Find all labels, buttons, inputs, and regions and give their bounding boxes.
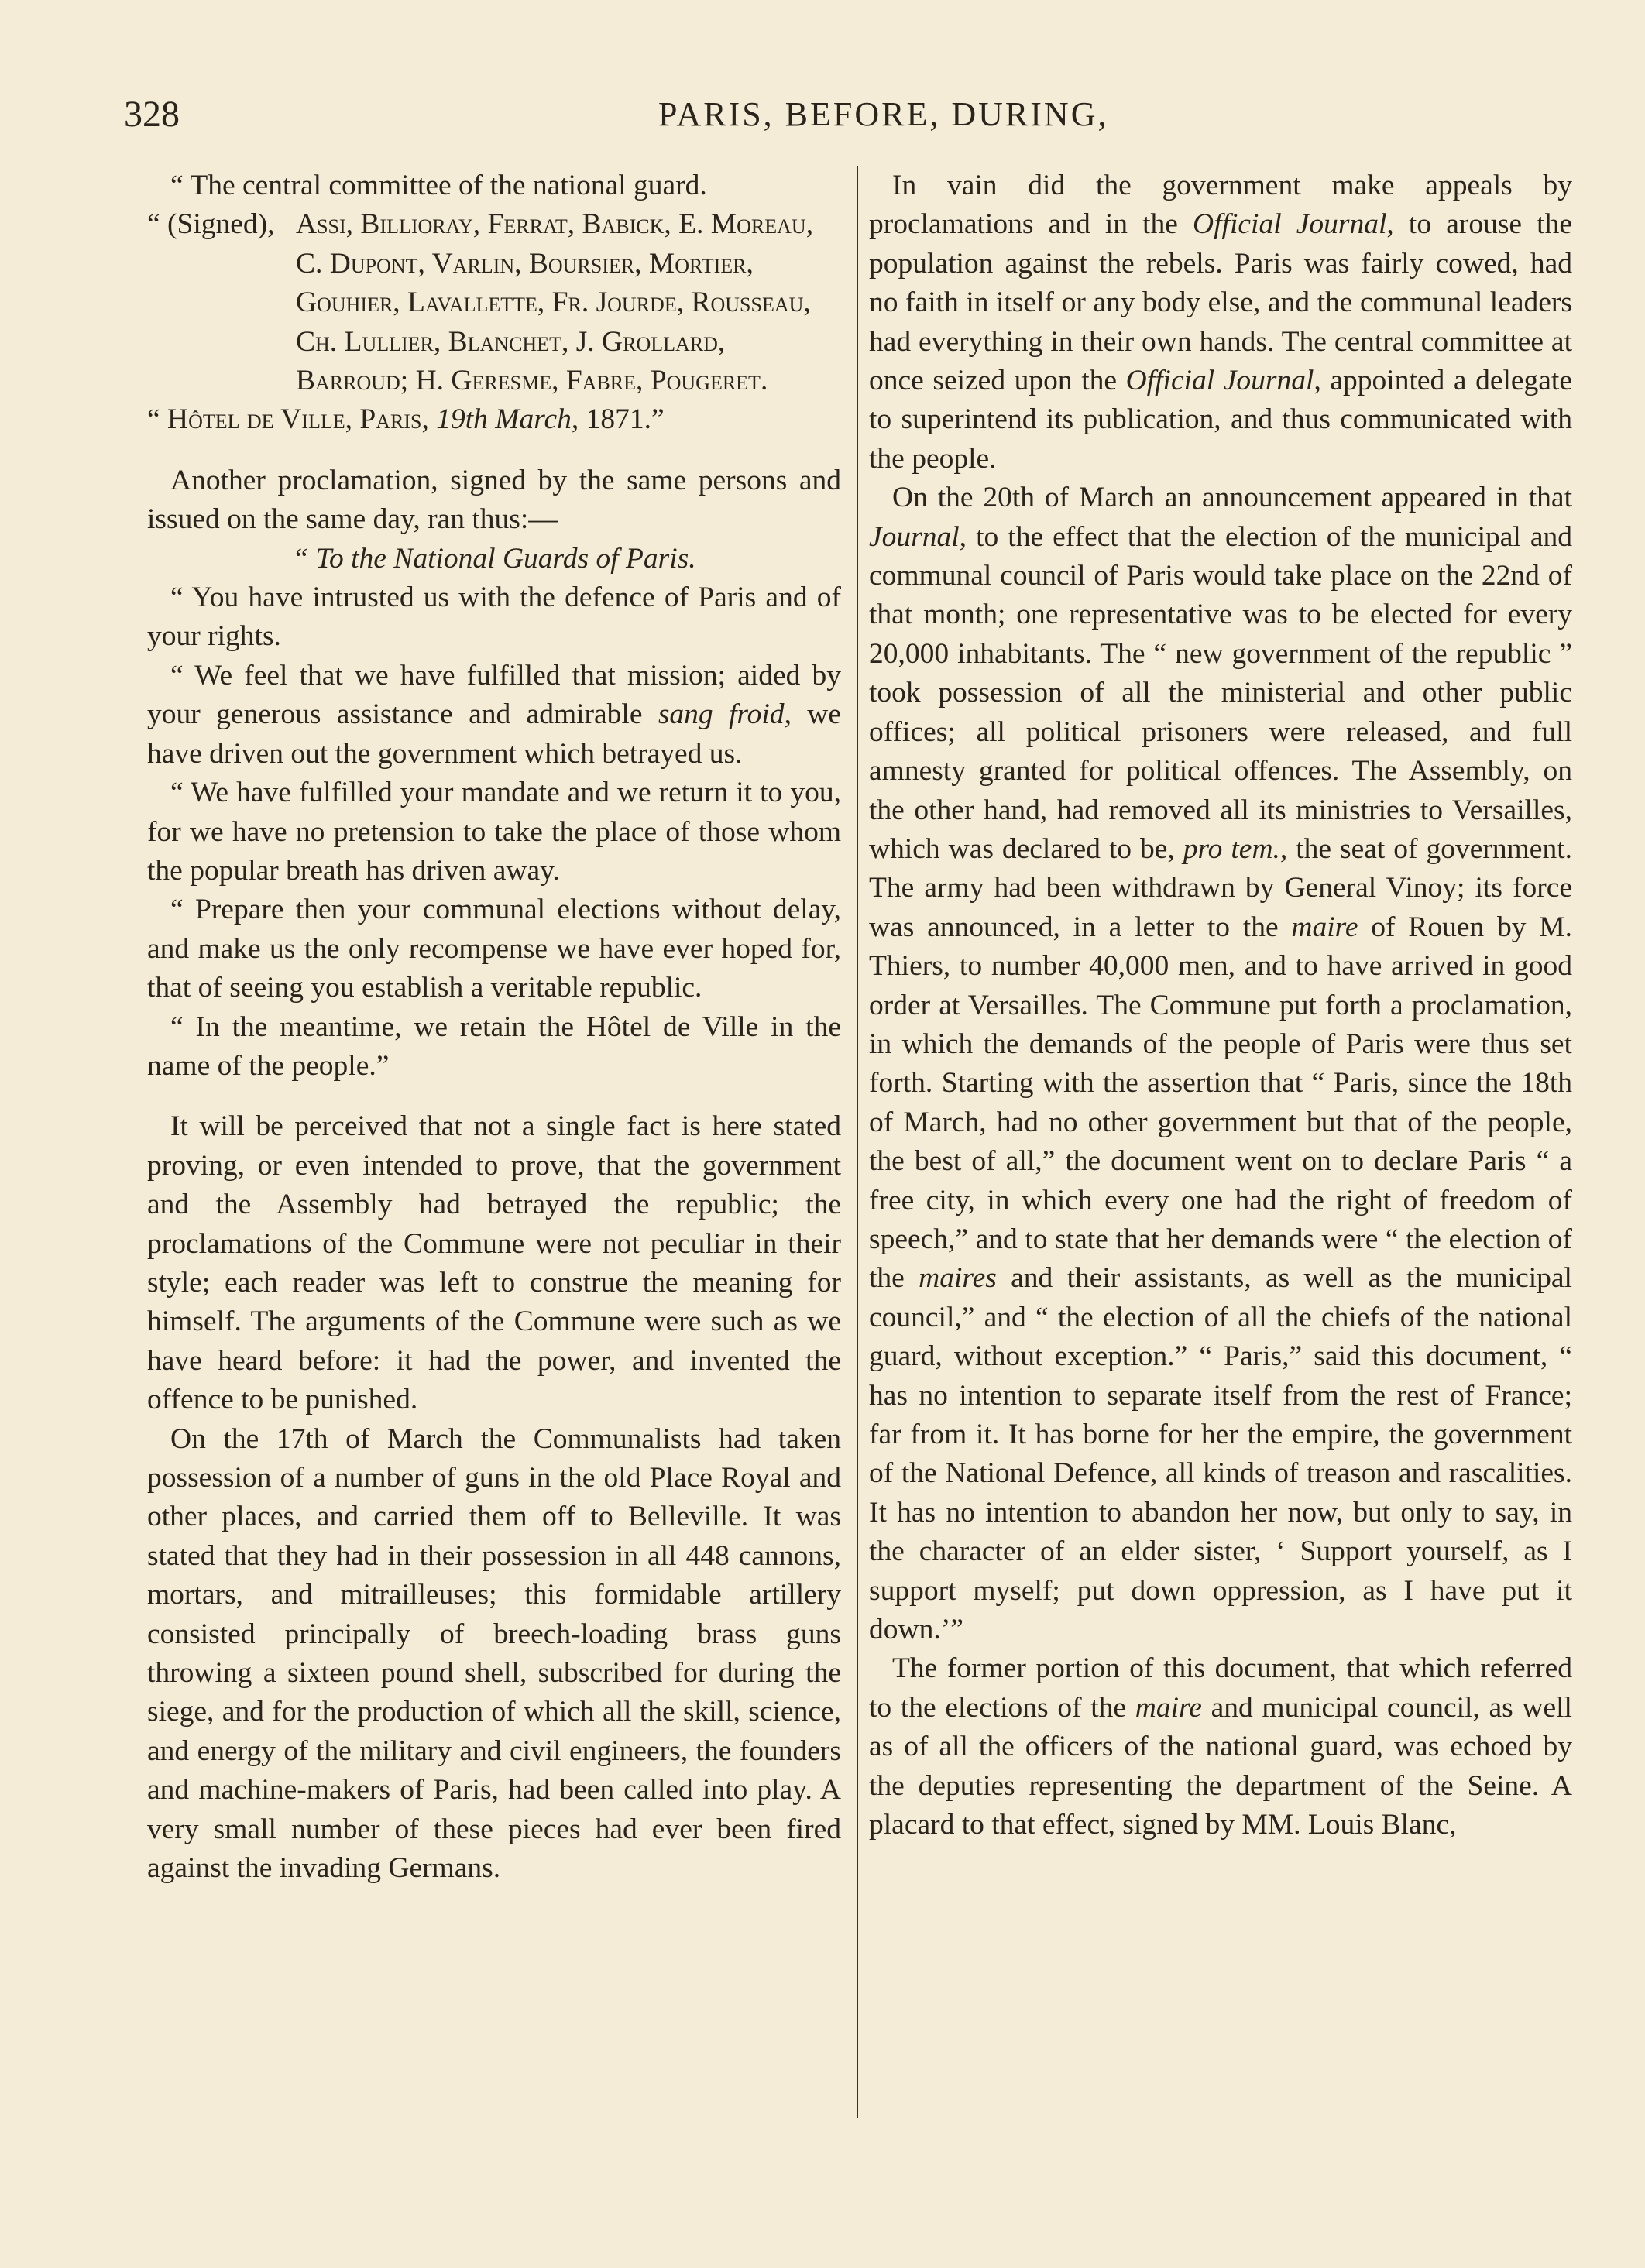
signed-label: “ (Signed),	[147, 208, 275, 241]
text-run: , appointed a delegate to superintend its publication, and thus communicated with the people.	[869, 365, 1572, 475]
italic-run: pro tem.	[1183, 832, 1280, 865]
dateline	[147, 400, 841, 439]
page-header	[124, 93, 1580, 147]
text-run: On the 20th of March an announcement appeared in that	[892, 482, 1572, 514]
right-column	[869, 166, 1572, 1844]
italic-run: Journal	[869, 520, 960, 553]
paragraph-17th-march: On the 17th of March the Communalists had taken possession of a number of guns in the old Place Royal and other places, and carried them off to Belleville. It was stated that they had in their possession in all 448 cannons, mortars, and mitrailleuses; this formidable artillery consisted principally of breech-loading brass guns throwing a sixteen pound shell, subscribed for during the siege, and for the production of which all the skill, science, and energy of the military and civil engineers, the founders and machine-makers of Paris, had been called into play. A very small number of these pieces had ever been fired against the invading Germans.	[147, 1422, 841, 1885]
text-run: “ We feel that we have fulfilled that mission; aided by your generous assistance and admirable	[147, 659, 841, 731]
page-number: 328	[124, 94, 180, 135]
quote-paragraph: “ We have fulfilled your mandate and we return it to you, for we have no pretension to take the place of those whom the popular breath has driven away.	[147, 777, 841, 887]
italic-run: Official Journal	[1125, 365, 1314, 397]
quote-paragraph: “ Prepare then your communal elections without delay, and make us the only recompense we have ever hoped for, that of seeing you establish a veritable republic.	[147, 894, 841, 1004]
dateline-date: 19th March	[436, 403, 572, 436]
italic-run: Official Journal	[1193, 208, 1387, 241]
quote-paragraph: “ You have intrusted us with the defence of Paris and of your rights.	[147, 582, 841, 653]
quote-paragraph	[147, 657, 841, 774]
text-run: , we have driven out the government which betrayed us.	[147, 698, 842, 770]
dateline-place: “ Hôtel de Ville, Paris,	[147, 403, 437, 436]
italic-run: maire	[1135, 1691, 1202, 1724]
italic-run: maires	[919, 1262, 997, 1295]
text-run: of Rouen by M. Thiers, to number 40,000 men, and to have arrived in good order at Versailles. The Commune put forth a proclamation, in which the demands of the people of Paris were thus set forth. Starting with the assertion that “ Paris, since the 18th of March, had no other government but that of the people, the best of all,” the document went on to declare Paris “ a free city, in which every one had the right of freedom of speech,” and to state that her demands were “ the election of the	[869, 911, 1572, 1295]
left-column	[147, 166, 841, 1888]
quote-paragraph: “ In the meantime, we retain the Hôtel de Ville in the name of the people.”	[147, 1010, 841, 1082]
text-run: and municipal council, as well as of all the officers of the national guard, was echoed by the deputies representing the department of the Seine. A placard to that effect, signed by MM. Louis Blanc,	[869, 1691, 1572, 1841]
proclamation-heading-text: “ To the National Guards of Paris.	[292, 542, 696, 575]
dateline-year: , 1871.”	[571, 403, 665, 436]
paragraph-former-portion	[869, 1649, 1572, 1844]
committee-line: “ The central committee of the national guard.	[170, 170, 707, 201]
signatories-list: Assi, Billioray, Ferrat, Babick, E. Moreau, C. Dupont, Varlin, Boursier, Mortier, Gouhier, Lavallette, Fr. Jourde, Rousseau, Ch. Lullier, Blanchet, J. Grollard, Barroud; H. Geresme, Fabre, Pougeret.	[296, 208, 814, 397]
paragraph-another-proclamation: Another proclamation, signed by the same persons and issued on the same day, ran thus:—	[147, 464, 841, 536]
running-head: PARIS, BEFORE, DURING,	[658, 95, 1109, 133]
text-run: , to arouse the population against the rebels. Paris was fairly cowed, had no faith in itself or any body else, and the communal leaders had everything in their own hands. The central committee at once seized upon the	[869, 208, 1572, 397]
italic-run: sang froid	[658, 698, 785, 731]
text-run: , to the effect that the election of the municipal and communal council of Paris would take place on the 22nd of that month; one representative was to be elected for every 20,000 inhabitants. The “ new government of the republic ” took possession of all the ministerial and other public offices; all political prisoners were released, and full amnesty granted for political offences. The Assembly, on the other hand, had removed all its ministries to Versailles, which was declared to be,	[869, 520, 1572, 865]
text-run: and their assistants, as well as the municipal council,” and “ the election of all the chiefs of the national guard, without exception.” “ Paris,” said this document, “ has no intention to separate itself from the rest of France; far from it. It has borne for her the empire, the government of the National Defence, all kinds of treason and rascalities. It has no intention to abandon her now, but only to say, in the character of an elder sister, ‘ Support yourself, as I support myself; put down oppression, as I have put it down.’”	[869, 1262, 1572, 1646]
paragraph-20th-march	[869, 479, 1572, 1649]
italic-run: maire	[1291, 911, 1358, 943]
text-run: , the seat of government. The army had been withdrawn by General Vinoy; its force was announced, in a letter to the	[869, 832, 1572, 943]
paragraph-in-vain	[869, 166, 1572, 479]
text-run: In vain did the government make appeals by proclamations and in the	[869, 170, 1572, 241]
proclamation-heading	[147, 540, 841, 578]
paragraph-perceived: It will be perceived that not a single fact is here stated proving, or even intended to prove, that the government and the Assembly had betrayed the republic; the proclamations of the Commune were not peculiar in their style; each reader was left to construe the meaning for himself. The arguments of the Commune were such as we have heard before: it had the power, and invented the offence to be punished.	[147, 1110, 841, 1416]
signatures-block	[147, 205, 841, 400]
column-divider	[857, 166, 858, 2118]
text-run: The former portion of this document, that which referred to the elections of the	[869, 1652, 1572, 1724]
